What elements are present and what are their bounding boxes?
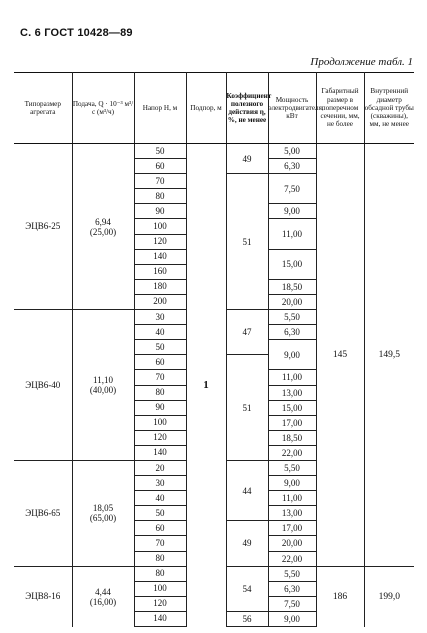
power-cell: 9,00 bbox=[268, 340, 316, 370]
col-header-head: Напор H, м bbox=[134, 73, 186, 144]
power-cell: 9,00 bbox=[268, 476, 316, 491]
flow-value: 11,10 bbox=[93, 375, 113, 385]
flow-value-m3h: (40,00) bbox=[89, 385, 117, 395]
model-cell: ЭЦВ6-25 bbox=[14, 144, 72, 310]
size-cell: 186 bbox=[316, 566, 364, 626]
head-cell: 200 bbox=[134, 294, 186, 309]
size-cell: 145 bbox=[316, 144, 364, 567]
power-cell: 6,30 bbox=[268, 581, 316, 596]
table-row bbox=[14, 144, 414, 159]
head-cell: 80 bbox=[134, 551, 186, 566]
power-cell: 15,00 bbox=[268, 400, 316, 415]
head-cell: 120 bbox=[134, 596, 186, 611]
flow-value: 18,05 bbox=[92, 503, 114, 514]
power-cell: 13,00 bbox=[268, 506, 316, 521]
col-header-lift: Подпор, м bbox=[186, 73, 226, 144]
col-header-efficiency: Коэффициент полезного действия η, %, не менее bbox=[226, 73, 268, 144]
efficiency-cell: 49 bbox=[226, 521, 268, 566]
head-cell: 160 bbox=[134, 264, 186, 279]
table-continuation-label: Продолжение табл. 1 bbox=[310, 56, 413, 68]
power-cell: 15,00 bbox=[268, 249, 316, 279]
power-cell: 6,30 bbox=[268, 159, 316, 174]
head-cell: 80 bbox=[134, 189, 186, 204]
power-cell: 5,50 bbox=[268, 310, 316, 325]
pump-spec-table bbox=[14, 72, 414, 627]
flow-cell bbox=[72, 566, 134, 626]
col-header-size: Габаритный размер в поперечном сечении, мм, не более bbox=[316, 73, 364, 144]
head-cell: 140 bbox=[134, 611, 186, 626]
efficiency-cell: 51 bbox=[226, 174, 268, 310]
page-header: С. 6 ГОСТ 10428—89 bbox=[20, 27, 133, 39]
head-cell: 80 bbox=[134, 566, 186, 581]
power-cell: 20,00 bbox=[268, 294, 316, 309]
model-cell: ЭЦВ6-40 bbox=[14, 310, 72, 461]
efficiency-cell: 51 bbox=[226, 355, 268, 461]
head-cell: 90 bbox=[134, 400, 186, 415]
head-cell: 100 bbox=[134, 219, 186, 234]
power-cell: 5,50 bbox=[268, 566, 316, 581]
head-cell: 70 bbox=[134, 536, 186, 551]
diameter-cell: 149,5 bbox=[364, 144, 414, 567]
head-cell: 70 bbox=[134, 174, 186, 189]
head-cell: 50 bbox=[134, 506, 186, 521]
power-cell: 7,50 bbox=[268, 596, 316, 611]
power-cell: 5,50 bbox=[268, 460, 316, 475]
head-cell: 140 bbox=[134, 249, 186, 264]
head-cell: 60 bbox=[134, 355, 186, 370]
head-cell: 100 bbox=[134, 415, 186, 430]
flow-value: 4,44 bbox=[95, 586, 111, 597]
power-cell: 22,00 bbox=[268, 551, 316, 566]
efficiency-cell: 47 bbox=[226, 310, 268, 355]
head-cell: 100 bbox=[134, 581, 186, 596]
head-cell: 50 bbox=[134, 340, 186, 355]
head-cell: 60 bbox=[134, 521, 186, 536]
flow-value: 6,94 bbox=[95, 216, 111, 227]
model-cell: ЭЦВ8-16 bbox=[14, 566, 72, 626]
efficiency-cell: 44 bbox=[226, 460, 268, 520]
power-cell: 7,50 bbox=[268, 174, 316, 204]
col-header-flow: Подача, Q · 10⁻³ м³/с (м³/ч) bbox=[72, 73, 134, 144]
head-cell: 60 bbox=[134, 159, 186, 174]
power-cell: 17,00 bbox=[268, 415, 316, 430]
power-cell: 18,50 bbox=[268, 279, 316, 294]
power-cell: 20,00 bbox=[268, 536, 316, 551]
power-cell: 17,00 bbox=[268, 521, 316, 536]
head-cell: 30 bbox=[134, 310, 186, 325]
head-cell: 140 bbox=[134, 445, 186, 460]
head-cell: 120 bbox=[134, 430, 186, 445]
flow-cell bbox=[72, 460, 134, 566]
power-cell: 11,00 bbox=[268, 370, 316, 385]
model-cell: ЭЦВ6-65 bbox=[14, 460, 72, 566]
head-cell: 90 bbox=[134, 204, 186, 219]
head-cell: 120 bbox=[134, 234, 186, 249]
power-cell: 6,30 bbox=[268, 325, 316, 340]
flow-cell bbox=[72, 310, 134, 461]
efficiency-cell: 56 bbox=[226, 611, 268, 626]
diameter-cell: 199,0 bbox=[364, 566, 414, 626]
power-cell: 9,00 bbox=[268, 611, 316, 626]
flow-value-m3h: (65,00) bbox=[89, 513, 117, 524]
col-header-diameter: Внутренний диаметр обсадной трубы (скважины), мм, не менее bbox=[364, 73, 414, 144]
power-cell: 22,00 bbox=[268, 445, 316, 460]
table-body bbox=[14, 144, 414, 627]
head-cell: 20 bbox=[134, 460, 186, 475]
head-cell: 30 bbox=[134, 476, 186, 491]
head-cell: 180 bbox=[134, 279, 186, 294]
flow-value-m3h: (16,00) bbox=[89, 596, 117, 607]
power-cell: 11,00 bbox=[268, 219, 316, 249]
power-cell: 11,00 bbox=[268, 491, 316, 506]
head-cell: 40 bbox=[134, 491, 186, 506]
efficiency-cell: 49 bbox=[226, 144, 268, 174]
head-cell: 70 bbox=[134, 370, 186, 385]
flow-value-m3h: (25,00) bbox=[89, 226, 117, 237]
flow-cell bbox=[72, 144, 134, 310]
col-header-power: Мощность электродвигателя, кВт bbox=[268, 73, 316, 144]
col-header-model: Типоразмер агрегата bbox=[14, 73, 72, 144]
power-cell: 5,00 bbox=[268, 144, 316, 159]
power-cell: 9,00 bbox=[268, 204, 316, 219]
head-cell: 80 bbox=[134, 385, 186, 400]
head-cell: 50 bbox=[134, 144, 186, 159]
head-cell: 40 bbox=[134, 325, 186, 340]
power-cell: 18,50 bbox=[268, 430, 316, 445]
lift-cell: 1 bbox=[186, 144, 226, 627]
power-cell: 13,00 bbox=[268, 385, 316, 400]
efficiency-cell: 54 bbox=[226, 566, 268, 611]
